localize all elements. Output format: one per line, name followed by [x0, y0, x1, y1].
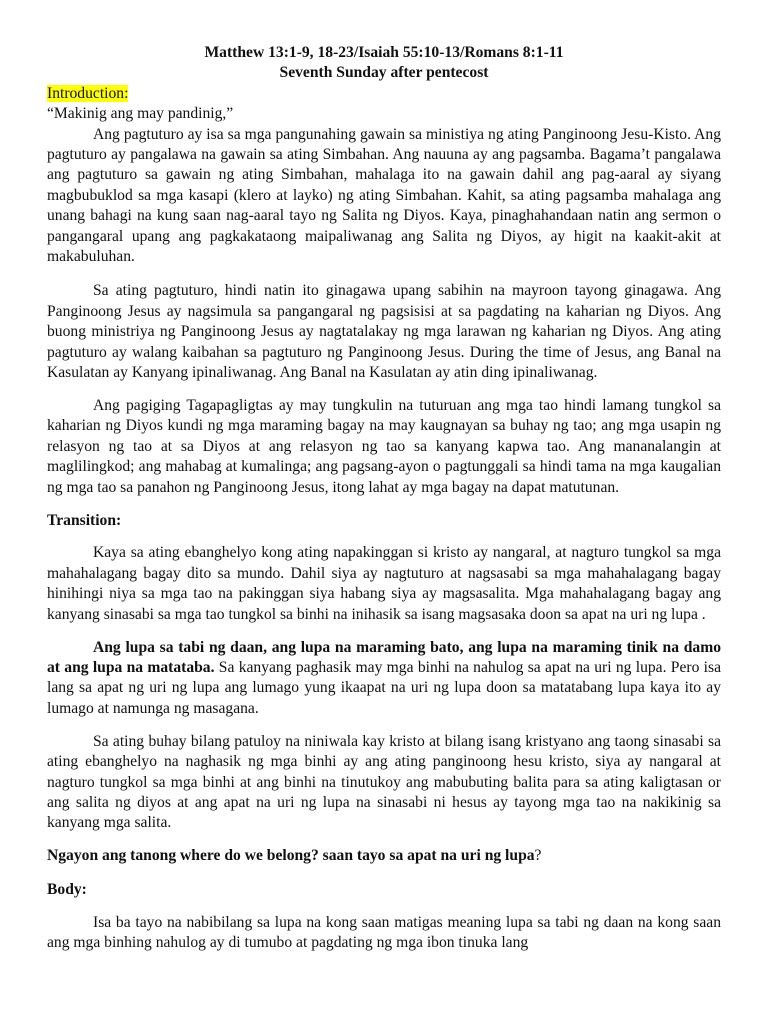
occasion-subtitle: Seventh Sunday after pentecost: [279, 64, 489, 82]
introduction-heading: [47, 84, 721, 104]
guiding-question-text: Ngayon ang tanong where do we belong? saan tayo sa apat na uri ng lupa: [47, 847, 535, 865]
introduction-label-highlight: Introduction:: [47, 84, 129, 102]
introduction-paragraph-3: Ang pagiging Tagapagligtas ay may tungkulin na tuturuan ang mga tao hindi lamang tungkol sa kaharian ng Diyos kundi ng mga maraming bagay na may kaugnayan sa buhay ng tao; ang mga usapin ng relasyon ng tao at sa Diyos at ang relasyon ng tao sa kanyang kapwa tao. Ang mananalangin at maglilingkod; ang mahabag at kumalinga; ang pagsang-ayon o pagtunggali sa hindi tama na mga kaugalian ng mga tao sa panahon ng Panginoong Jesus, itong lahat ay mga bagay na dapat matutunan.: [47, 397, 721, 496]
transition-paragraph-2: [47, 638, 721, 720]
introduction-quote: “Makinig ang may pandinig,”: [47, 105, 234, 123]
transition-paragraph-1: Kaya sa ating ebanghelyo kong ating napakinggan si kristo ay nangaral, at nagturo tungkol sa mga mahahalagang bagay dito sa mundo. Dahil siya ay nagtuturo at nagsasabi sa mga mahahalagang bagay hinihingi niya sa mga tao na pakinggan siya habang siya ay magsasalita. Mga mahahalagang bagay ang kanyang sinasabi sa mga tao tungkol sa binhi na inihasik sa isang magsasaka doon sa apat na uri ng lupa .: [47, 544, 721, 623]
document-page: [47, 43, 721, 966]
four-soils-statement: Ang lupa sa tabi ng daan, ang lupa na maraming bato, ang lupa na maraming tinik na damo at ang lupa na matataba.: [47, 638, 721, 676]
body-heading: Body:: [47, 880, 87, 898]
introduction-paragraph-1: Ang pagtuturo ay isa sa mga pangunahing gawain sa ministiya ng ating Panginoong Jesu-Kisto. Ang pagtuturo ay pangalawa na gawain sa ating Simbahan. Ang nauuna ay ang pagsamba. Bagama’t pangalawa ang pagtuturo sa gawain ng ating Simbahan, mahalaga ito na gawain dahil ang pag-aaral ay siyang magbubuklod sa mga kasapi (klero at layko) ng ating Simbahan. Kahit, sa ating pagsamba mahalaga ang unang bahagi na kung saan nag-aaral tayo ng Salita ng Diyos. Kaya, pinaghahandaan natin ang sermon o pangangaral upang ang pagkakataong maipaliwanag ang Salita ng Diyos, ay higit na kaakit-akit at makabuluhan.: [47, 125, 721, 266]
introduction-paragraph-2: Sa ating pagtuturo, hindi natin ito ginagawa upang sabihin na mayroon tayong ginagawa. Ang Panginoong Jesus ay nagsimula sa pangangaral ng pagsisisi at sa pagdating na kaharian ng Diyos. Ang buong ministriya ng Panginoong Jesus ay nagtatalakay ng mga larawan ng kaharian ng Diyos. Ang ating pagtuturo ay walang kaibahan sa pagtuturo ng Panginoong Jesus. During the time of Jesus, ang Banal na Kasulatan ay Kanyang ipinaliwanag. Ang Banal na Kasulatan ay atin ding ipinaliwanag.: [47, 282, 721, 382]
transition-paragraph-3: Sa ating buhay bilang patuloy na niniwala kay kristo at bilang isang kristyano ang taong sinasabi sa ating ebanghelyo na naghasik ng mga binhi ay ang ating panginoong hesu kristo, siya ay nangaral at nagturo tungkol sa mga binhi at ang binhi na tinutukoy ang mabubuting balita para sa ating kaligtasan or ang salita ng diyos at ang apat na uri ng lupa na sinasabi ni hesus ay tayong mga tao na nakikinig sa kanyang mga salita.: [47, 732, 721, 832]
transition-heading: Transition:: [47, 511, 122, 529]
body-paragraph-1: Isa ba tayo na nabibilang sa lupa na kong saan matigas meaning lupa sa tabi ng daan na kong saan ang mga binhing nahulog ay di tumubo at pagdating ng mga ibon tinuka lang: [47, 913, 721, 951]
scripture-readings-title: Matthew 13:1-9, 18-23/Isaiah 55:10-13/Romans 8:1-11: [204, 44, 564, 61]
guiding-question: [47, 846, 721, 866]
transition-paragraph-2-rest: Sa kanyang paghasik may mga binhi na nahulog sa apat na uri ng lupa. Pero isa lang sa apat ng uri ng lupa ang lumago yung ikaapat na uri ng lupa doon sa matatabang lupa kaya ito ay lumago at namunga ng masagana.: [47, 658, 721, 717]
question-mark: ?: [534, 847, 542, 865]
